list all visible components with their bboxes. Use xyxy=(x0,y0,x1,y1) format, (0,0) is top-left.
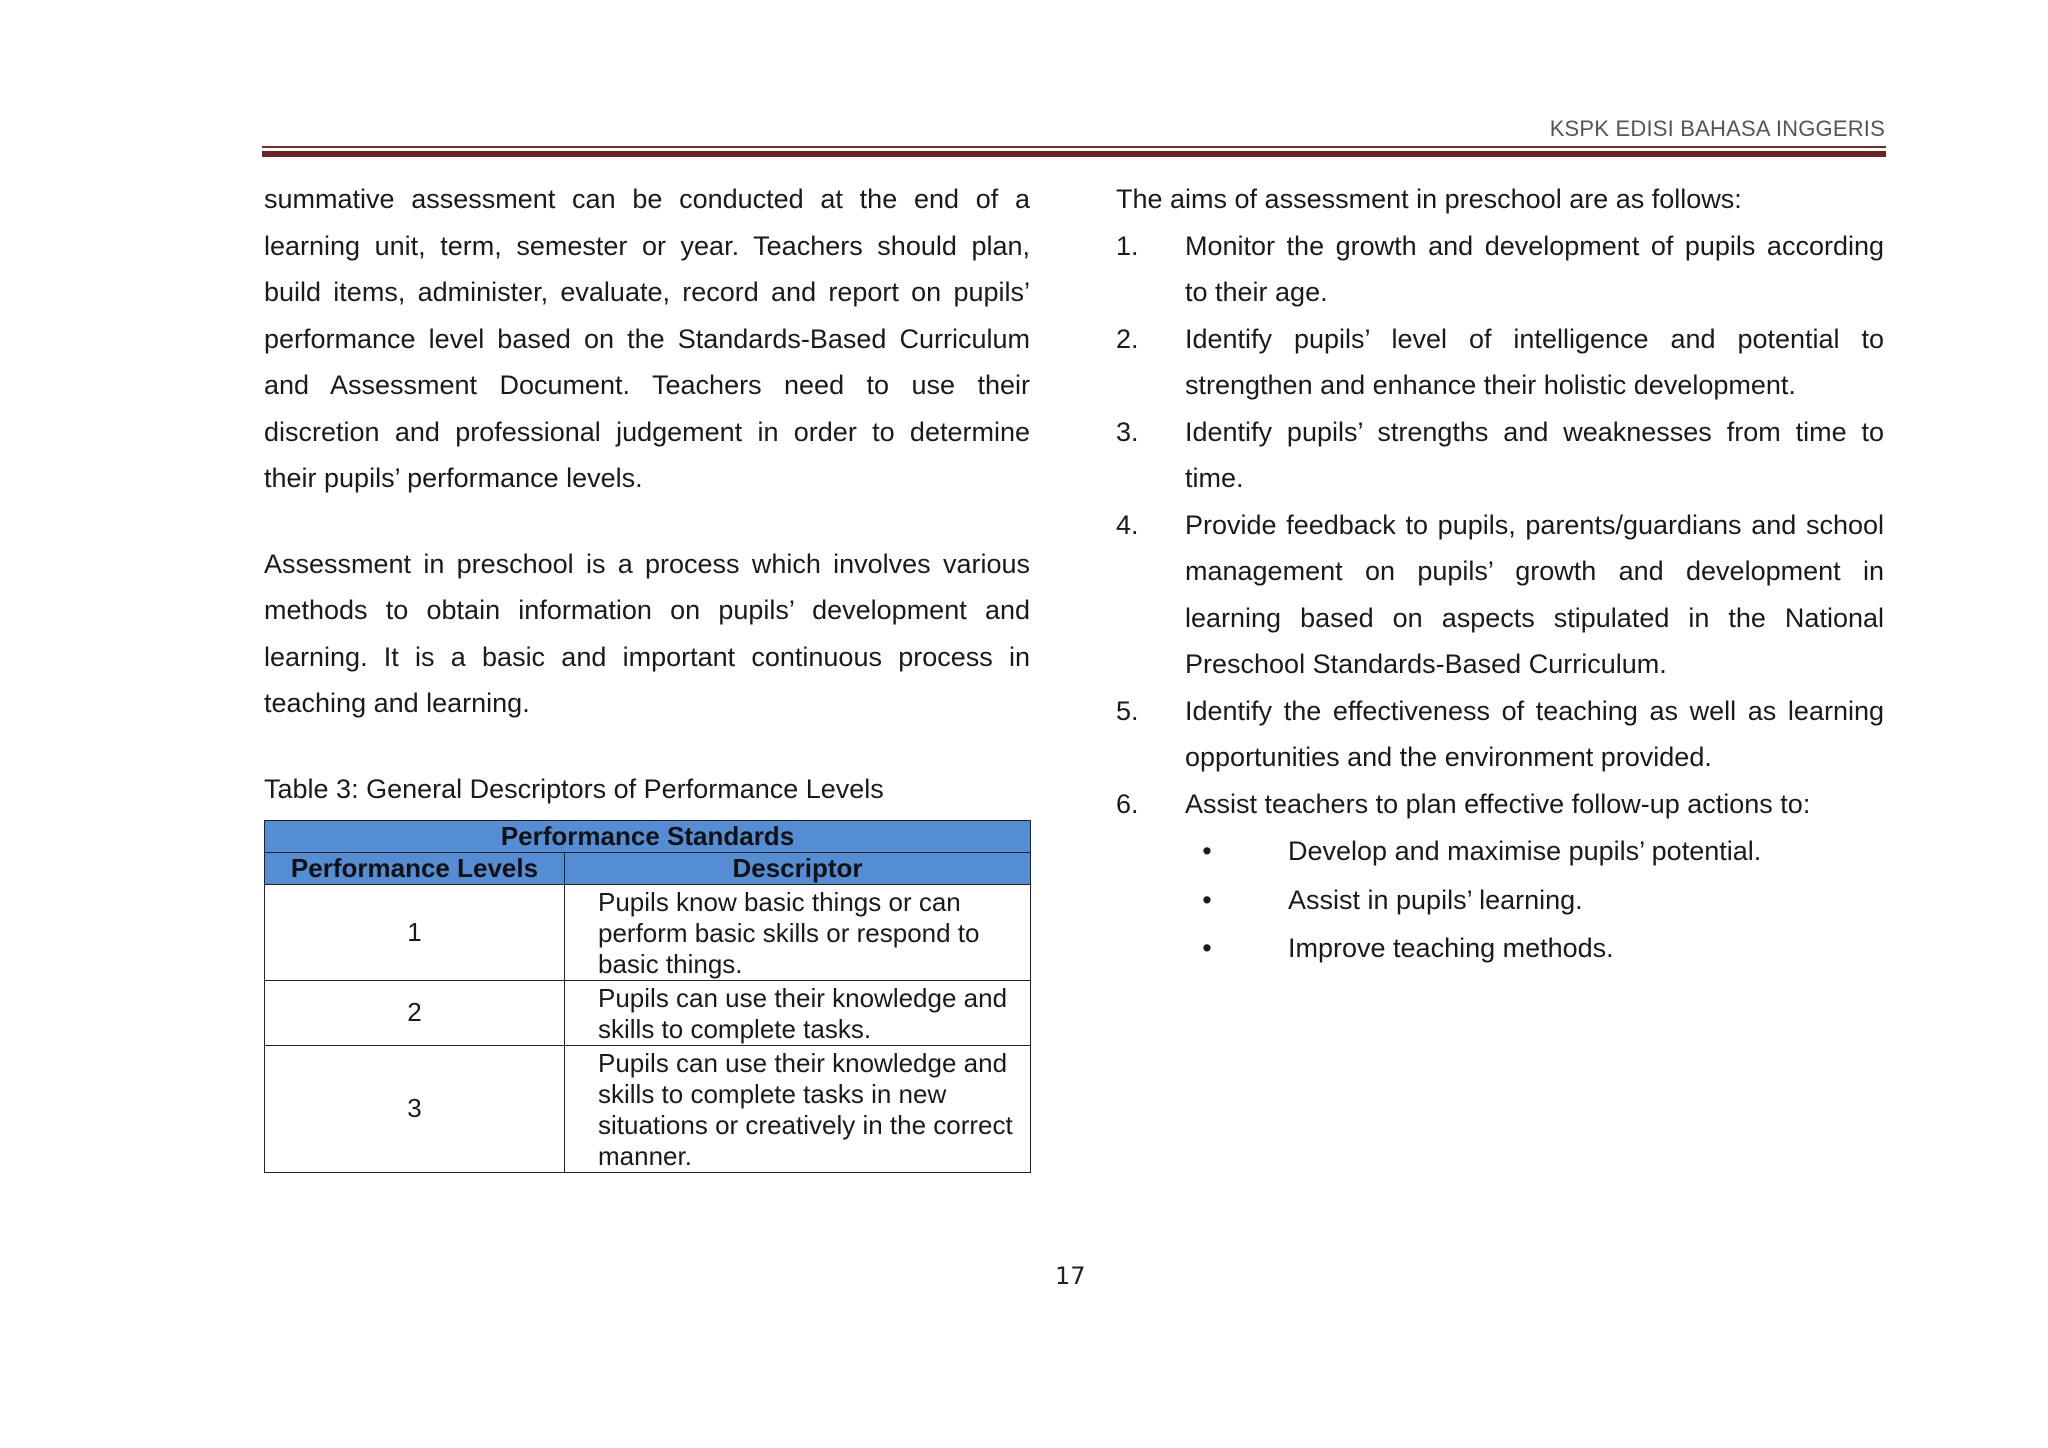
list-number: 3. xyxy=(1116,416,1139,447)
performance-levels-table xyxy=(264,820,1031,1173)
list-item xyxy=(1116,223,1884,316)
aims-list xyxy=(1116,223,1884,828)
list-item xyxy=(1116,502,1884,688)
list-text: Identify pupils’ level of intelligence and potential to strengthen and enhance their holistic development. xyxy=(1185,323,1884,400)
list-text: Identify the effectiveness of teaching as well as learning opportunities and the environment provided. xyxy=(1185,695,1884,772)
table-row xyxy=(265,884,1031,980)
list-item xyxy=(1116,924,1884,973)
list-item xyxy=(1116,781,1884,828)
follow-up-actions-list xyxy=(1116,827,1884,973)
list-number: 4. xyxy=(1116,509,1139,540)
table-column-header-row xyxy=(265,852,1031,884)
list-text: Identify pupils’ strengths and weaknesses from time to time. xyxy=(1185,416,1884,493)
header-title: KSPK EDISI BAHASA INGGERIS xyxy=(1549,116,1885,141)
list-number: 2. xyxy=(1116,323,1139,354)
table-row xyxy=(265,980,1031,1045)
paragraph-assessment: Assessment in preschool is a process which involves various methods to obtain information on pupils’ development and learning. It is a basic and important continuous process in teaching and learning. xyxy=(264,548,1030,718)
table-cell-descriptor: Pupils can use their knowledge and skills to complete tasks in new situations or creatively in the correct manner. xyxy=(565,1045,1031,1172)
list-number: 1. xyxy=(1116,230,1139,261)
paragraph-summative: summative assessment can be conducted at the end of a learning unit, term, semester or year. Teachers should plan, build items, administer, evaluate, record and report on pupils’ performance level based on the Standards-Based Curriculum and Assessment Document. Teachers need to use their discretion and professional judgement in order to determine their pupils’ performance levels. xyxy=(264,184,1030,493)
list-text: Develop and maximise pupils’ potential. xyxy=(1288,836,1762,866)
list-text: Assist teachers to plan effective follow-up actions to: xyxy=(1185,788,1811,819)
list-item xyxy=(1116,409,1884,502)
bullet-icon: • xyxy=(1202,884,1212,915)
column-header-levels: Performance Levels xyxy=(265,852,565,884)
table-cell-level: 2 xyxy=(265,980,565,1045)
list-number: 6. xyxy=(1116,788,1139,819)
table-cell-descriptor: Pupils can use their knowledge and skills to complete tasks. xyxy=(565,980,1031,1045)
header-rule-thin xyxy=(262,146,1886,148)
page-number: 17 xyxy=(1055,1262,1086,1290)
list-text: Provide feedback to pupils, parents/guardians and school management on pupils’ growth and development in learning based on aspects stipulated in the National Preschool Standards-Based Curriculum. xyxy=(1185,509,1884,679)
list-text: Assist in pupils’ learning. xyxy=(1288,884,1583,915)
left-column xyxy=(264,176,1030,1173)
bullet-icon: • xyxy=(1202,836,1212,866)
table-cell-level: 3 xyxy=(265,1045,565,1172)
header-rule-thick xyxy=(262,151,1886,157)
list-text: Monitor the growth and development of pupils according to their age. xyxy=(1185,230,1884,307)
bullet-icon: • xyxy=(1202,933,1212,963)
table-row xyxy=(265,1045,1031,1172)
list-number: 5. xyxy=(1116,695,1139,726)
table-cell-level: 1 xyxy=(265,884,565,980)
aims-intro: The aims of assessment in preschool are as follows: xyxy=(1116,184,1742,214)
table-group-header-row xyxy=(265,820,1031,852)
list-item xyxy=(1116,827,1884,876)
right-column xyxy=(1116,176,1884,973)
list-item xyxy=(1116,688,1884,781)
table-cell-descriptor: Pupils know basic things or can perform basic skills or respond to basic things. xyxy=(565,884,1031,980)
list-text: Improve teaching methods. xyxy=(1288,933,1614,963)
table-caption: Table 3: General Descriptors of Performance Levels xyxy=(264,773,884,804)
table-group-header: Performance Standards xyxy=(265,820,1031,852)
list-item xyxy=(1116,876,1884,925)
list-item xyxy=(1116,316,1884,409)
column-header-descriptor: Descriptor xyxy=(565,852,1031,884)
